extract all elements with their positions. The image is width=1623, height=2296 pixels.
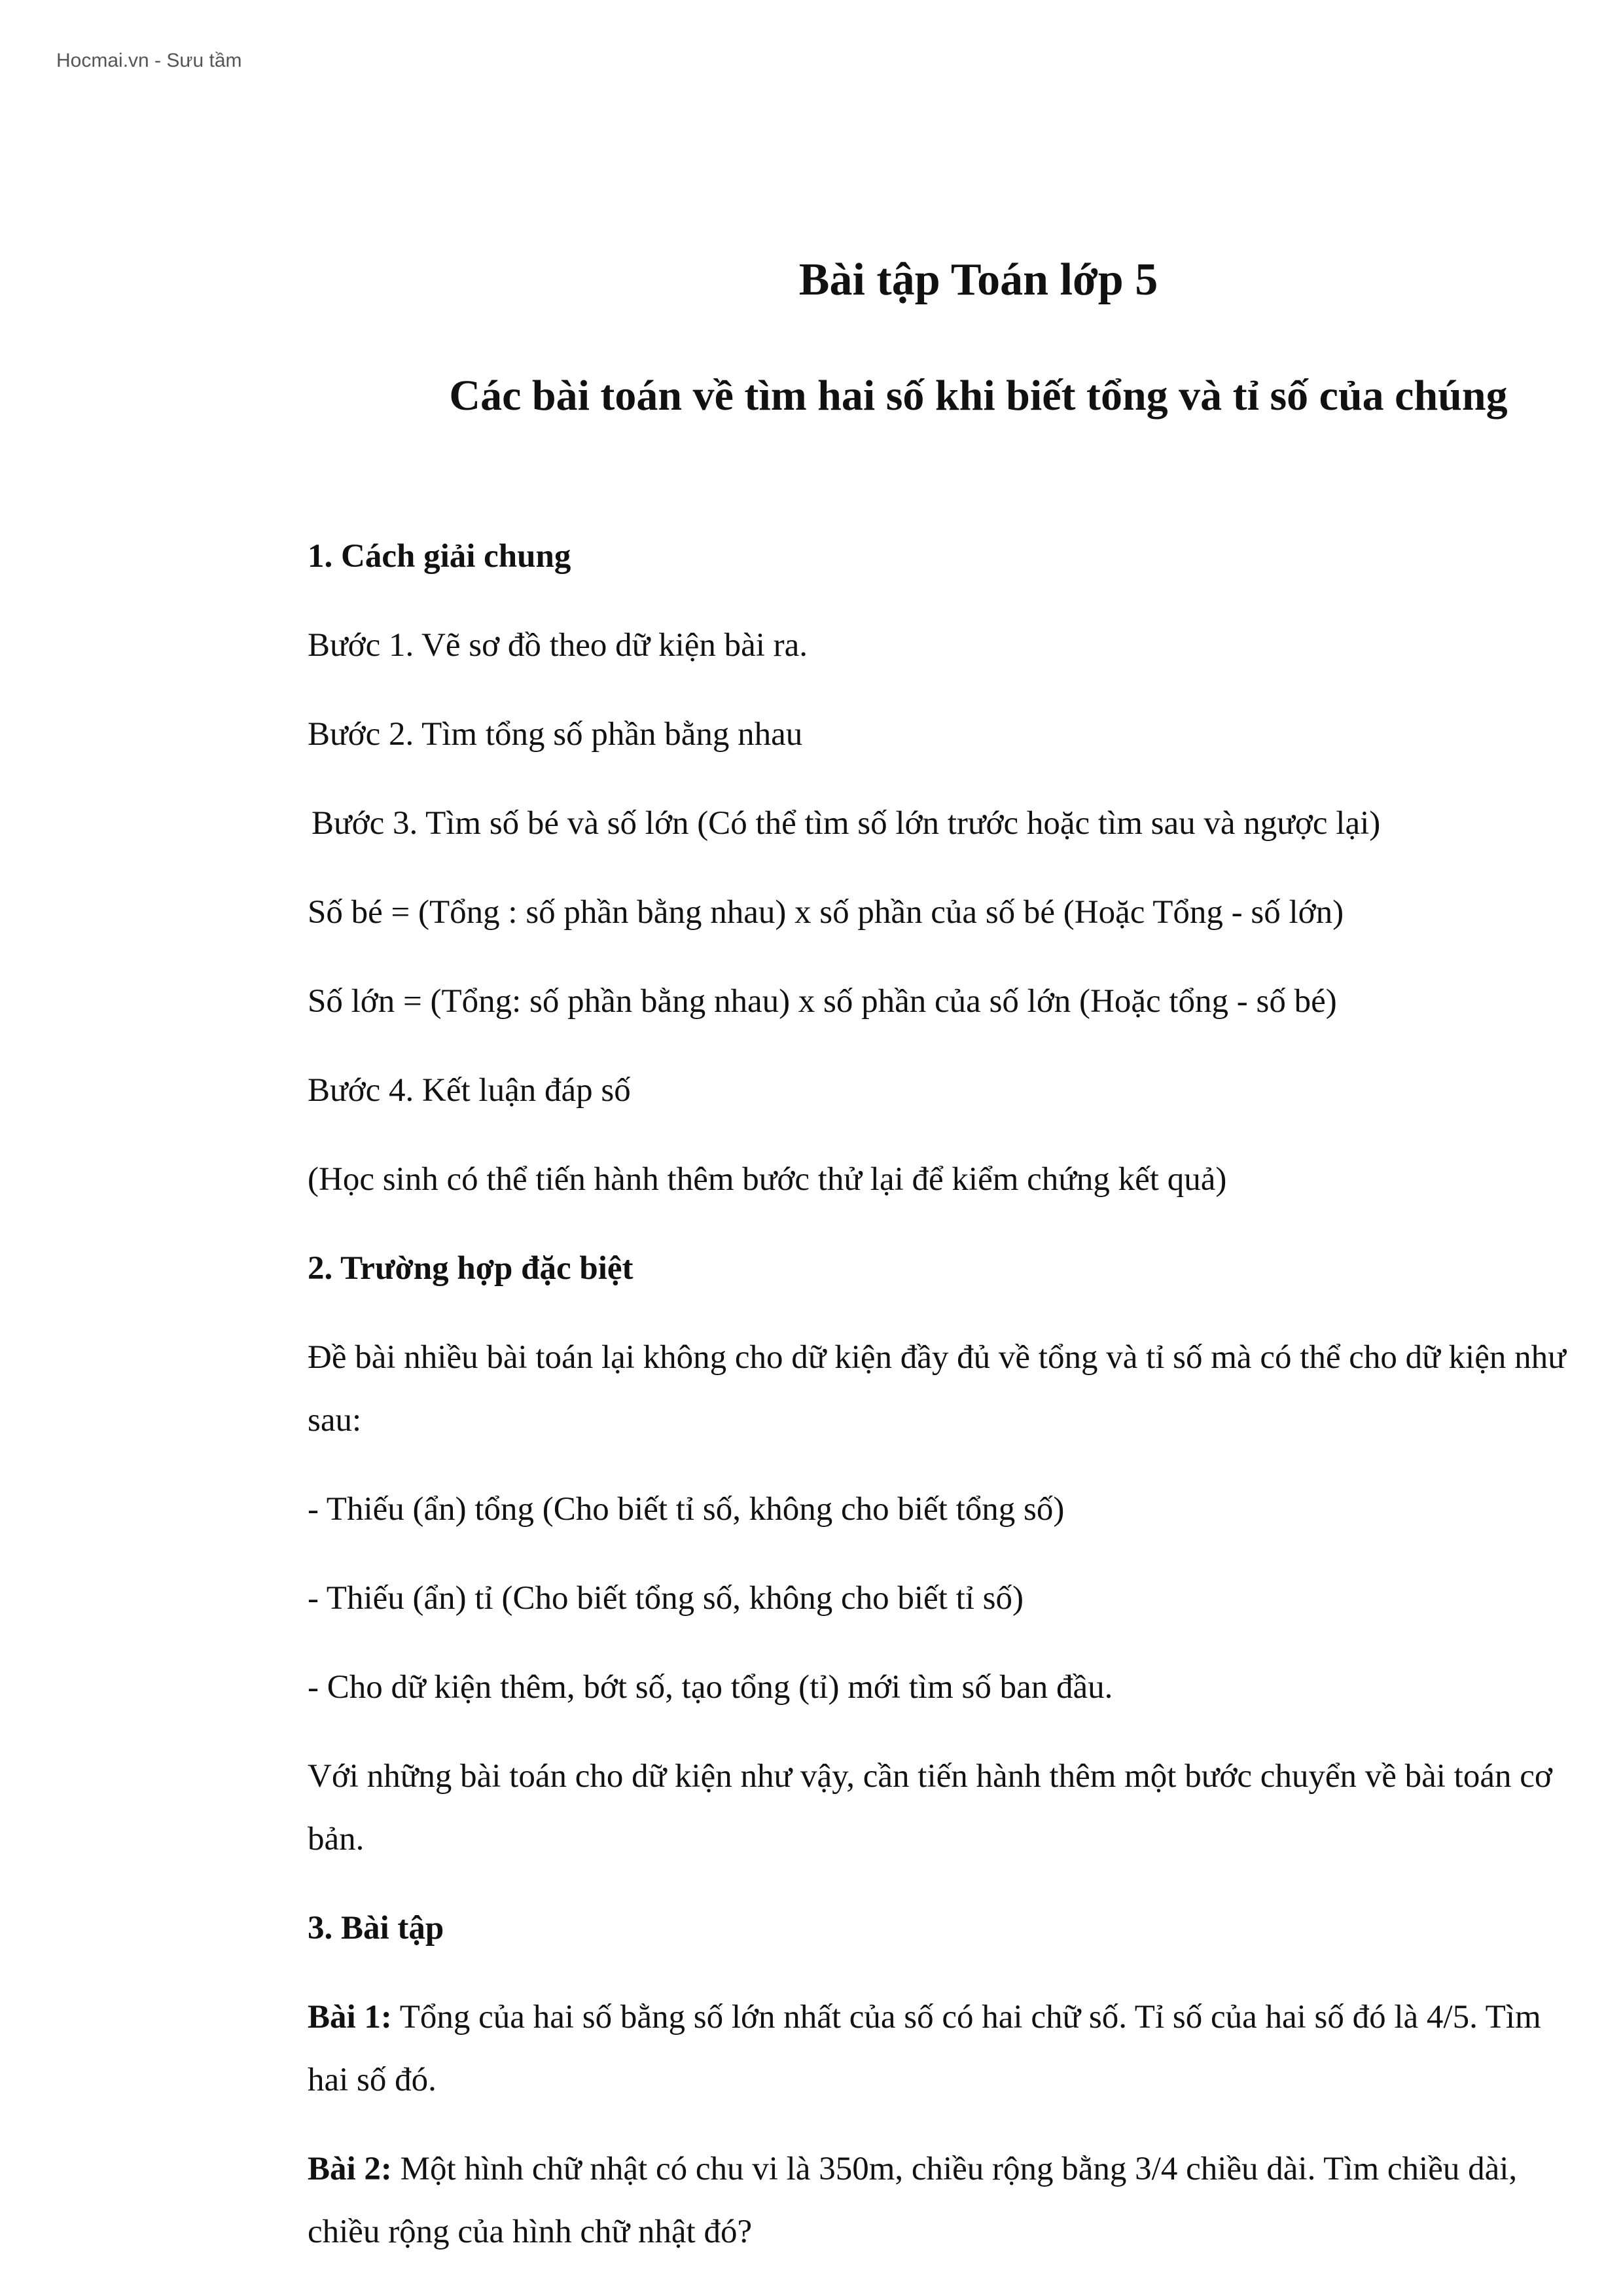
step-1: Bước 1. Vẽ sơ đồ theo dữ kiện bài ra.: [308, 627, 808, 664]
step-4: Bước 4. Kết luận đáp số: [308, 1072, 631, 1109]
special-case-bullet-2: - Thiếu (ẩn) tỉ (Cho biết tổng số, không cho biết tỉ số): [308, 1580, 1024, 1617]
exercise-1: [308, 1986, 1571, 2111]
exercise-1-text: Tổng của hai số bằng số lớn nhất của số có hai chữ số. Tỉ số của hai số đó là 4/5. Tìm hai số đó.: [308, 1999, 1541, 2098]
small-number-formula: Số bé = (Tổng : số phần bằng nhau) x số phần của số bé (Hoặc Tổng - số lớn): [308, 894, 1344, 931]
exercise-2: [308, 2138, 1571, 2263]
step-3: Bước 3. Tìm số bé và số lớn (Có thể tìm số lớn trước hoặc tìm sau và ngược lại): [312, 805, 1381, 842]
exercise-2-label: Bài 2:: [308, 2151, 392, 2187]
large-number-formula: Số lớn = (Tổng: số phần bằng nhau) x số phần của số lớn (Hoặc tổng - số bé): [308, 983, 1337, 1020]
exercise-1-label: Bài 1:: [308, 1999, 392, 2036]
section-3-heading: 3. Bài tập: [308, 1910, 444, 1946]
section-2-heading: 2. Trường hợp đặc biệt: [308, 1250, 633, 1287]
document-body: [308, 525, 1571, 2289]
section-1-heading: 1. Cách giải chung: [308, 538, 571, 575]
document-subtitle: Các bài toán về tìm hai số khi biết tổng và tỉ số của chúng: [449, 372, 1508, 420]
verification-note: (Học sinh có thể tiến hành thêm bước thử lại để kiểm chứng kết quả): [308, 1161, 1227, 1198]
watermark: Hocmai.vn - Sưu tầm: [56, 50, 242, 71]
document-title: Bài tập Toán lớp 5: [798, 255, 1158, 305]
special-case-intro: Đề bài nhiều bài toán lại không cho dữ kiện đầy đủ về tổng và tỉ số mà có thể cho dữ kiện như sau:: [308, 1339, 1566, 1439]
step-2: Bước 2. Tìm tổng số phần bằng nhau: [308, 716, 803, 753]
special-case-bullet-3: - Cho dữ kiện thêm, bớt số, tạo tổng (tỉ) mới tìm số ban đầu.: [308, 1669, 1113, 1706]
special-case-conclusion: Với những bài toán cho dữ kiện như vậy, cần tiến hành thêm một bước chuyển về bài toán cơ bản.: [308, 1758, 1552, 1857]
special-case-bullet-1: - Thiếu (ẩn) tổng (Cho biết tỉ số, không cho biết tổng số): [308, 1491, 1065, 1528]
exercise-2-text: Một hình chữ nhật có chu vi là 350m, chiều rộng bằng 3/4 chiều dài. Tìm chiều dài, chiều rộng của hình chữ nhật đó?: [308, 2151, 1518, 2250]
